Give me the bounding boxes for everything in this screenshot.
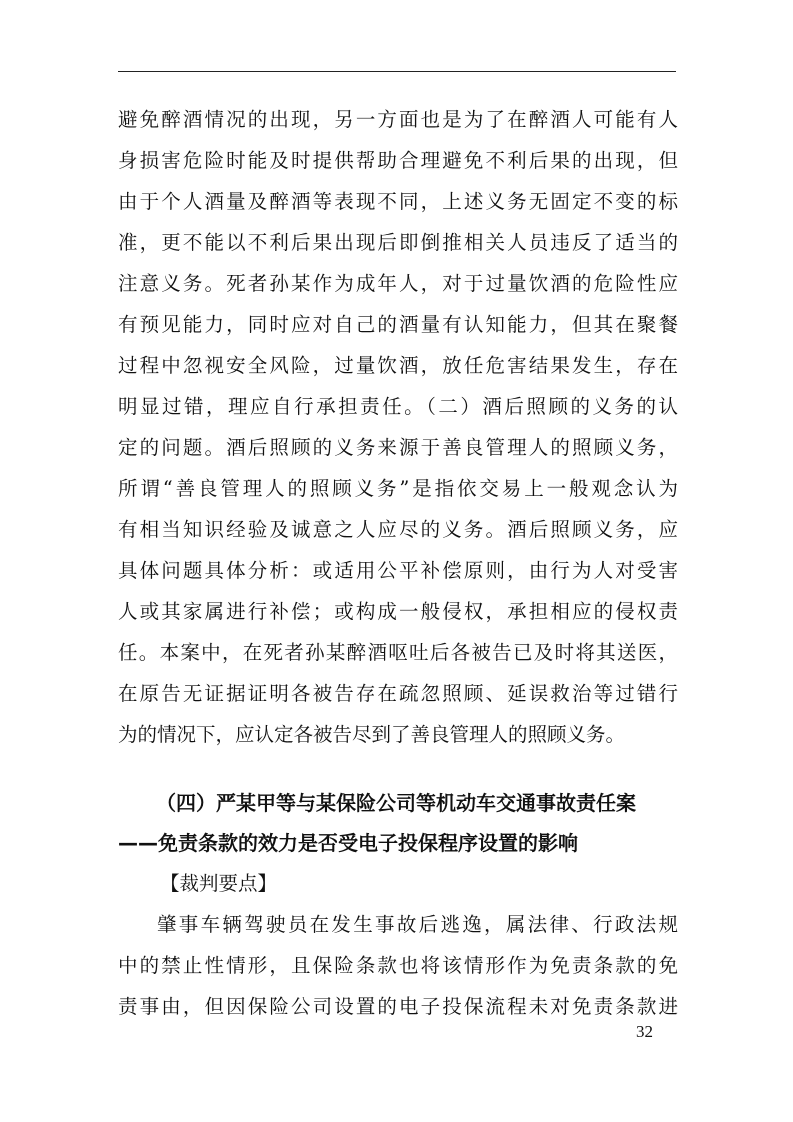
body-line: 明显过错，理应自行承担责任。（二）酒后照顾的义务的认 [118,395,678,418]
section-label: 【裁判要点】 [160,872,278,895]
body-line: 具体问题具体分析：或适用公平补偿原则，由行为人对受害 [118,559,678,582]
body-line: 避免醉酒情况的出现，另一方面也是为了在醉酒人可能有人 [118,108,678,131]
body-line: 准，更不能以不利后果出现后即倒推相关人员违反了适当的 [118,231,678,254]
case-heading-line1: （四）严某甲等与某保险公司等机动车交通事故责任案 [156,791,636,815]
case-heading-line2: ——免责条款的效力是否受电子投保程序设置的影响 [118,831,578,855]
page-number: 32 [636,1022,653,1041]
point-line: 肇事车辆驾驶员在发生事故后逃逸，属法律、行政法规 [157,913,678,936]
header-rule [118,71,676,72]
point-line: 中的禁止性情形，且保险条款也将该情形作为免责条款的免 [118,954,678,977]
body-line: 身损害危险时能及时提供帮助合理避免不利后果的出现，但 [118,149,678,172]
body-line: 由于个人酒量及醉酒等表现不同，上述义务无固定不变的标 [118,190,678,213]
point-line: 责事由，但因保险公司设置的电子投保流程未对免责条款进 [118,995,678,1018]
body-line: 定的问题。酒后照顾的义务来源于善良管理人的照顾义务， [118,436,678,459]
body-line: 在原告无证据证明各被告存在疏忽照顾、延误救治等过错行 [118,682,678,705]
body-line: 有预见能力，同时应对自己的酒量有认知能力，但其在聚餐 [118,313,678,336]
body-line: 所谓“善良管理人的照顾义务”是指依交易上一般观念认为 [118,477,678,500]
body-line: 注意义务。死者孙某作为成年人，对于过量饮酒的危险性应 [118,272,678,295]
body-line: 任。本案中，在死者孙某醉酒呕吐后各被告已及时将其送医， [118,641,678,664]
body-line: 有相当知识经验及诚意之人应尽的义务。酒后照顾义务，应 [118,518,678,541]
body-line: 为的情况下，应认定各被告尽到了善良管理人的照顾义务。 [118,723,626,746]
body-line: 人或其家属进行补偿；或构成一般侵权，承担相应的侵权责 [118,600,678,623]
body-line: 过程中忽视安全风险，过量饮酒，放任危害结果发生，存在 [118,354,678,377]
